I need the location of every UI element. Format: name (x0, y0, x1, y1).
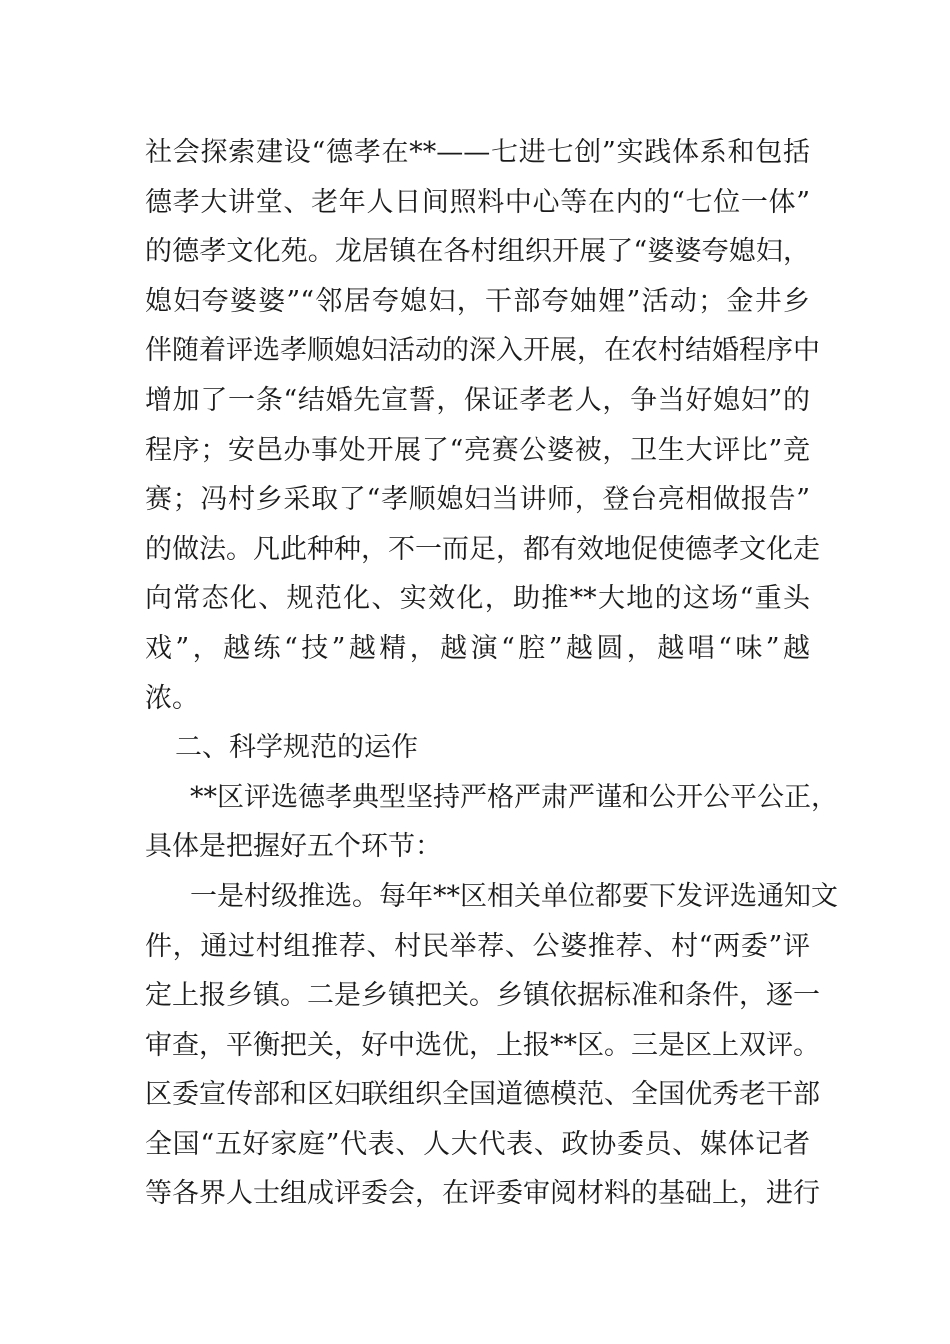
paragraph-line-9: 的做法。凡此种种，不一而足，都有效地促使德孝文化走 (145, 533, 820, 565)
paragraph-line-19: 审查，平衡把关，好中选优，上报**区。三是区上双评。 (145, 1029, 820, 1061)
section-heading: 二、科学规范的运作 (175, 732, 418, 764)
paragraph-line-17: 件，通过村组推荐、村民举荐、公婆推荐、村“两委”评 (145, 930, 810, 962)
paragraph-line-4: 媳妇夸婆婆”“邻居夸媳妇，干部夸妯娌”活动；金井乡 (145, 285, 810, 317)
paragraph-line-8: 赛；冯村乡采取了“孝顺媳妇当讲师，登台亮相做报告” (145, 484, 810, 516)
paragraph-line-5: 伴随着评选孝顺媳妇活动的深入开展，在农村结婚程序中 (145, 335, 820, 367)
document-body (145, 128, 838, 1219)
paragraph-line-3: 的德孝文化苑。龙居镇在各村组织开展了“婆婆夸媳妇， (145, 236, 810, 268)
paragraph-line-21: 全国“五好家庭”代表、人大代表、政协委员、媒体记者 (145, 1128, 810, 1160)
paragraph-line-15: 具体是把握好五个环节： (145, 831, 442, 863)
paragraph-line-10: 向常态化、规范化、实效化，助推**大地的这场“重头 (145, 583, 810, 615)
paragraph-line-18: 定上报乡镇。二是乡镇把关。乡镇依据标准和条件，逐一 (145, 980, 820, 1012)
paragraph-line-16: 一是村级推选。每年**区相关单位都要下发评选通知文 (190, 880, 838, 912)
paragraph-line-22: 等各界人士组成评委会，在评委审阅材料的基础上，进行 (145, 1178, 820, 1210)
paragraph-line-6: 增加了一条“结婚先宣誓，保证孝老人，争当好媳妇”的 (145, 384, 810, 416)
paragraph-line-12: 浓。 (145, 682, 199, 714)
paragraph-line-11: 戏”，越练“技”越精，越演“腔”越圆，越唱“味”越 (145, 632, 810, 664)
paragraph-line-2: 德孝大讲堂、老年人日间照料中心等在内的“七位一体” (145, 186, 810, 218)
paragraph-line-20: 区委宣传部和区妇联组织全国道德模范、全国优秀老干部 (145, 1079, 820, 1111)
paragraph-line-7: 程序；安邑办事处开展了“亮赛公婆被，卫生大评比”竞 (145, 434, 810, 466)
paragraph-line-14: **区评选德孝典型坚持严格严肃严谨和公开公平公正， (190, 781, 838, 813)
paragraph-line-1: 社会探索建设“德孝在**——七进七创”实践体系和包括 (145, 137, 810, 168)
